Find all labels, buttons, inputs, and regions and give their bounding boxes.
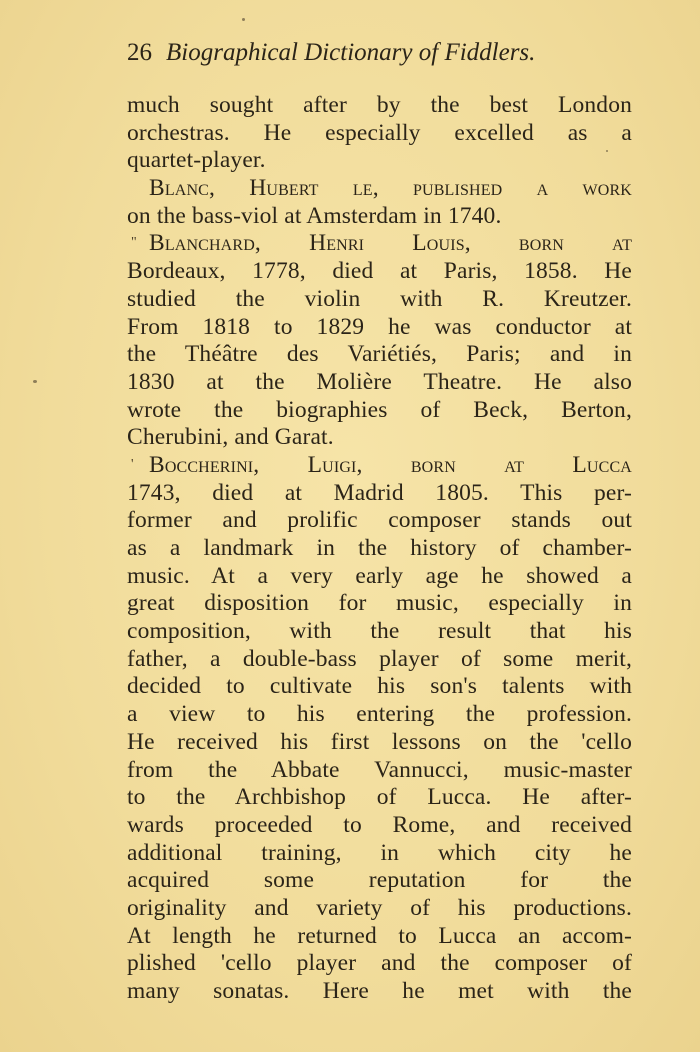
text-line: At length he returned to Lucca an accom- xyxy=(127,922,632,949)
text-line: plished 'cello player and the composer of xyxy=(127,950,632,977)
paper-speck xyxy=(33,380,37,383)
text-line: quartet-player. xyxy=(127,147,266,174)
text-line: music. At a very early age he showed a xyxy=(127,562,632,589)
text-line: wrote the biographies of Beck, Berton, xyxy=(127,396,632,423)
text-line: decided to cultivate his son's talents with xyxy=(127,673,632,700)
entry-heading-boccherini: Boccherini, Luigi, born at Lucca xyxy=(149,451,632,478)
text-line: He received his first lessons on the 'cello xyxy=(127,728,632,755)
text-line: a view to his entering the profession. xyxy=(127,701,632,728)
text-line: orchestras. He especially excelled as a xyxy=(127,119,632,146)
text-line: as a landmark in the history of chamber- xyxy=(127,535,632,561)
text-line: originality and variety of his productions. xyxy=(127,894,632,921)
text-line: Bordeaux, 1778, died at Paris, 1858. He xyxy=(127,258,632,285)
text-line: on the bass-viol at Amsterdam in 1740. xyxy=(127,202,502,229)
paper-speck xyxy=(242,18,245,21)
text-line: 1830 at the Molière Theatre. He also xyxy=(127,368,632,395)
text-line: 1743, died at Madrid 1805. This per- xyxy=(127,479,632,506)
text-line: studied the violin with R. Kreutzer. xyxy=(127,285,632,312)
running-title: Biographical Dictionary of Fiddlers. xyxy=(166,39,536,66)
text-line: wards proceeded to Rome, and received xyxy=(127,811,632,838)
text-line: additional training, in which city he xyxy=(127,839,632,866)
text-line: from the Abbate Vannucci, music-master xyxy=(127,756,632,783)
text-line: much sought after by the best London xyxy=(127,92,632,118)
text-line: composition, with the result that his xyxy=(127,618,632,645)
page-number: 26 xyxy=(127,39,152,66)
text-line: From 1818 to 1829 he was conductor at xyxy=(127,313,632,340)
text-line: the Théâtre des Variétiés, Paris; and in xyxy=(127,341,632,368)
text-line: former and prolific composer stands out xyxy=(127,507,632,534)
text-line: to the Archbishop of Lucca. He after- xyxy=(127,784,632,811)
entry-heading-blanchard: Blanchard, Henri Louis, born at xyxy=(149,230,632,257)
text-line: many sonatas. Here he met with the xyxy=(127,978,632,1004)
entry-line-blanc xyxy=(127,175,632,203)
paper-speck xyxy=(606,150,608,152)
text-line: great disposition for music, especially in xyxy=(127,590,632,617)
running-head xyxy=(127,38,587,68)
text-line: Cherubini, and Garat. xyxy=(127,424,334,451)
body-text xyxy=(127,92,632,1006)
entry-line-boccherini: ' Boccherini, Luigi, born at Lucca xyxy=(131,451,632,478)
text-line: father, a double-bass player of some merit, xyxy=(127,645,632,672)
text-line: acquired some reputation for the xyxy=(127,867,632,894)
entry-line-blanchard: " Blanchard, Henri Louis, born at xyxy=(131,230,632,257)
entry-heading-blanc: Blanc, Hubert le, published a work xyxy=(149,175,632,202)
